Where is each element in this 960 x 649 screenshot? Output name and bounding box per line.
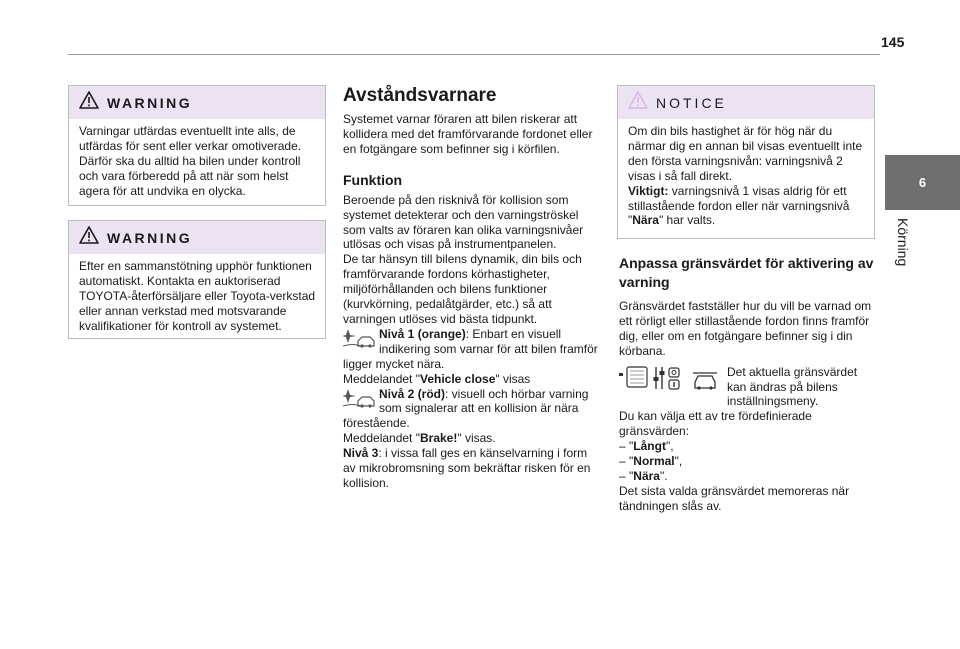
notice-header — [618, 86, 874, 119]
level-1-msg-bold: Vehicle close — [419, 371, 496, 386]
collision-warning-icon — [343, 327, 375, 355]
level-1-block — [343, 327, 601, 372]
notice-icon — [628, 91, 648, 114]
option-suffix: ", — [665, 439, 674, 454]
level-2-msg-bold: Brake! — [419, 431, 458, 446]
right-column — [619, 254, 877, 514]
level-1-msg-post: " visas — [495, 371, 531, 386]
threshold-text-2: Du kan välja ett av tre fördefinierade gränsvärden: — [619, 409, 812, 439]
car-settings-icon — [693, 373, 717, 390]
level-2-msg-pre: Meddelandet " — [343, 431, 420, 446]
warning-text-2: Efter en sammanstötning upphör funktionen automatiskt. Kontakta en auktoriserad TOYOTA-återförsäljare eller Toyota-verkstad eller annan verkstad med motsvarande kvalifikationer för kontroll av systemet. — [79, 259, 316, 333]
middle-column — [343, 84, 601, 491]
settings-icons — [619, 365, 721, 397]
sliders-icon — [654, 367, 680, 389]
level-3-rest: : i vissa fall ges en känselvarning i form av mikrobromsning som bekräftar risken för en kollision. — [343, 446, 591, 490]
option-prefix: – " — [619, 439, 634, 454]
warning-icon — [79, 91, 99, 114]
option-nara: Nära — [633, 468, 660, 483]
option-prefix: – " — [619, 454, 634, 469]
warning-icon — [79, 226, 99, 249]
option-normal: Normal — [633, 454, 675, 469]
option-prefix: – " — [619, 468, 634, 483]
funktion-text-1: Beroende på den risknivå för kollision som systemet detekterar och den varningströskel som valts av föraren kan olika varningsnivåer utlösas och visas på instrumentpanelen. — [343, 192, 584, 252]
threshold-heading: Anpassa gränsvärdet för aktivering av varning — [619, 255, 874, 290]
level-2-rest: : visuell och hörbar varning som signalerar att en kollision är nära förestående. — [343, 386, 589, 431]
warning-box-1 — [68, 85, 326, 206]
warning-header-2 — [69, 221, 325, 254]
level-2-msg-post: " visas. — [457, 431, 496, 446]
warning-text-1: Varningar utfärdas eventuellt inte alls, de utfärdas för sent eller verkar omotiverade. Därför ska du alltid ha bilen under kontroll och vara förberedd på att när som helst agera för att undvika en olycka. — [79, 124, 302, 198]
option-suffix: ". — [659, 468, 668, 483]
page-number: 145 — [881, 34, 905, 50]
level-2-block — [343, 387, 601, 432]
warning-label-1: WARNING — [107, 94, 193, 111]
option-item — [619, 469, 877, 484]
settings-text: Det aktuella gränsvärdet kan ändras på bilens inställningsmeny. — [727, 364, 858, 409]
top-rule — [68, 54, 880, 55]
level-2-message — [343, 431, 601, 446]
option-langt: Långt — [633, 439, 666, 454]
chapter-title: Körning — [895, 218, 911, 267]
notice-text-1: Om din bils hastighet är för hög när du närmar dig en annan bil visas eventuellt inte den första varningsnivån: varningsnivå 2 visas i så fall direkt. — [628, 124, 863, 183]
warning-header-1 — [69, 86, 325, 119]
screen-icon — [619, 367, 647, 387]
option-suffix: ", — [674, 454, 683, 469]
notice-label: NOTICE — [656, 94, 727, 111]
funktion-text-2: De tar hänsyn till bilens dynamik, din bils och framförvarande fordons körhastigheter, miljöförhållanden och bilens funktioner (kurvkörning, pedalåtgärder, etc.) så att varningen utlöses vid bästa tidpunkt. — [343, 252, 582, 326]
chapter-tab[interactable]: 6 — [885, 155, 960, 210]
funktion-heading: Funktion — [343, 171, 403, 188]
option-item — [619, 454, 877, 469]
level-1-message — [343, 372, 601, 387]
warning-box-2 — [68, 220, 326, 339]
notice-box — [617, 85, 875, 239]
settings-block — [619, 365, 877, 410]
level-2-text — [343, 387, 601, 432]
level-2-bold: Nivå 2 (röd) — [379, 386, 446, 401]
notice-viktigt-text: varningsnivå 1 visas aldrig för ett stillastående fordon eller när varningsnivå " — [628, 183, 850, 228]
notice-nara: Nära — [632, 213, 659, 228]
warning-label-2: WARNING — [107, 229, 193, 246]
level-1-rest: : Enbart en visuell indikering som varnar för att bilen framför ligger mycket nära. — [343, 326, 598, 371]
notice-viktigt: Viktigt: — [628, 183, 669, 198]
section-title: Avståndsvarnare — [343, 85, 497, 106]
option-item — [619, 439, 877, 454]
threshold-text-3: Det sista valda gränsvärdet memoreras när tändningen slås av. — [619, 483, 850, 513]
level-3-text — [343, 446, 601, 491]
level-1-text — [343, 327, 601, 372]
level-1-bold: Nivå 1 (orange) — [379, 326, 466, 341]
collision-warning-icon — [343, 387, 375, 415]
level-1-msg-pre: Meddelandet " — [343, 371, 420, 386]
notice-text-2 — [628, 184, 866, 229]
intro-text: Systemet varnar föraren att bilen riskerar att kollidera med det framförvarande fordonet eller en fotgängare som befinner sig i körfilen. — [343, 112, 593, 156]
level-3-bold: Nivå 3 — [343, 446, 379, 461]
threshold-text-1: Gränsvärdet fastställer hur du vill be varnad om ett rörligt eller stillastående fordon finns framför dig, eller om en fotgängare befinner sig i din körbana. — [619, 299, 872, 358]
notice-nara-post: " har valts. — [658, 213, 716, 228]
